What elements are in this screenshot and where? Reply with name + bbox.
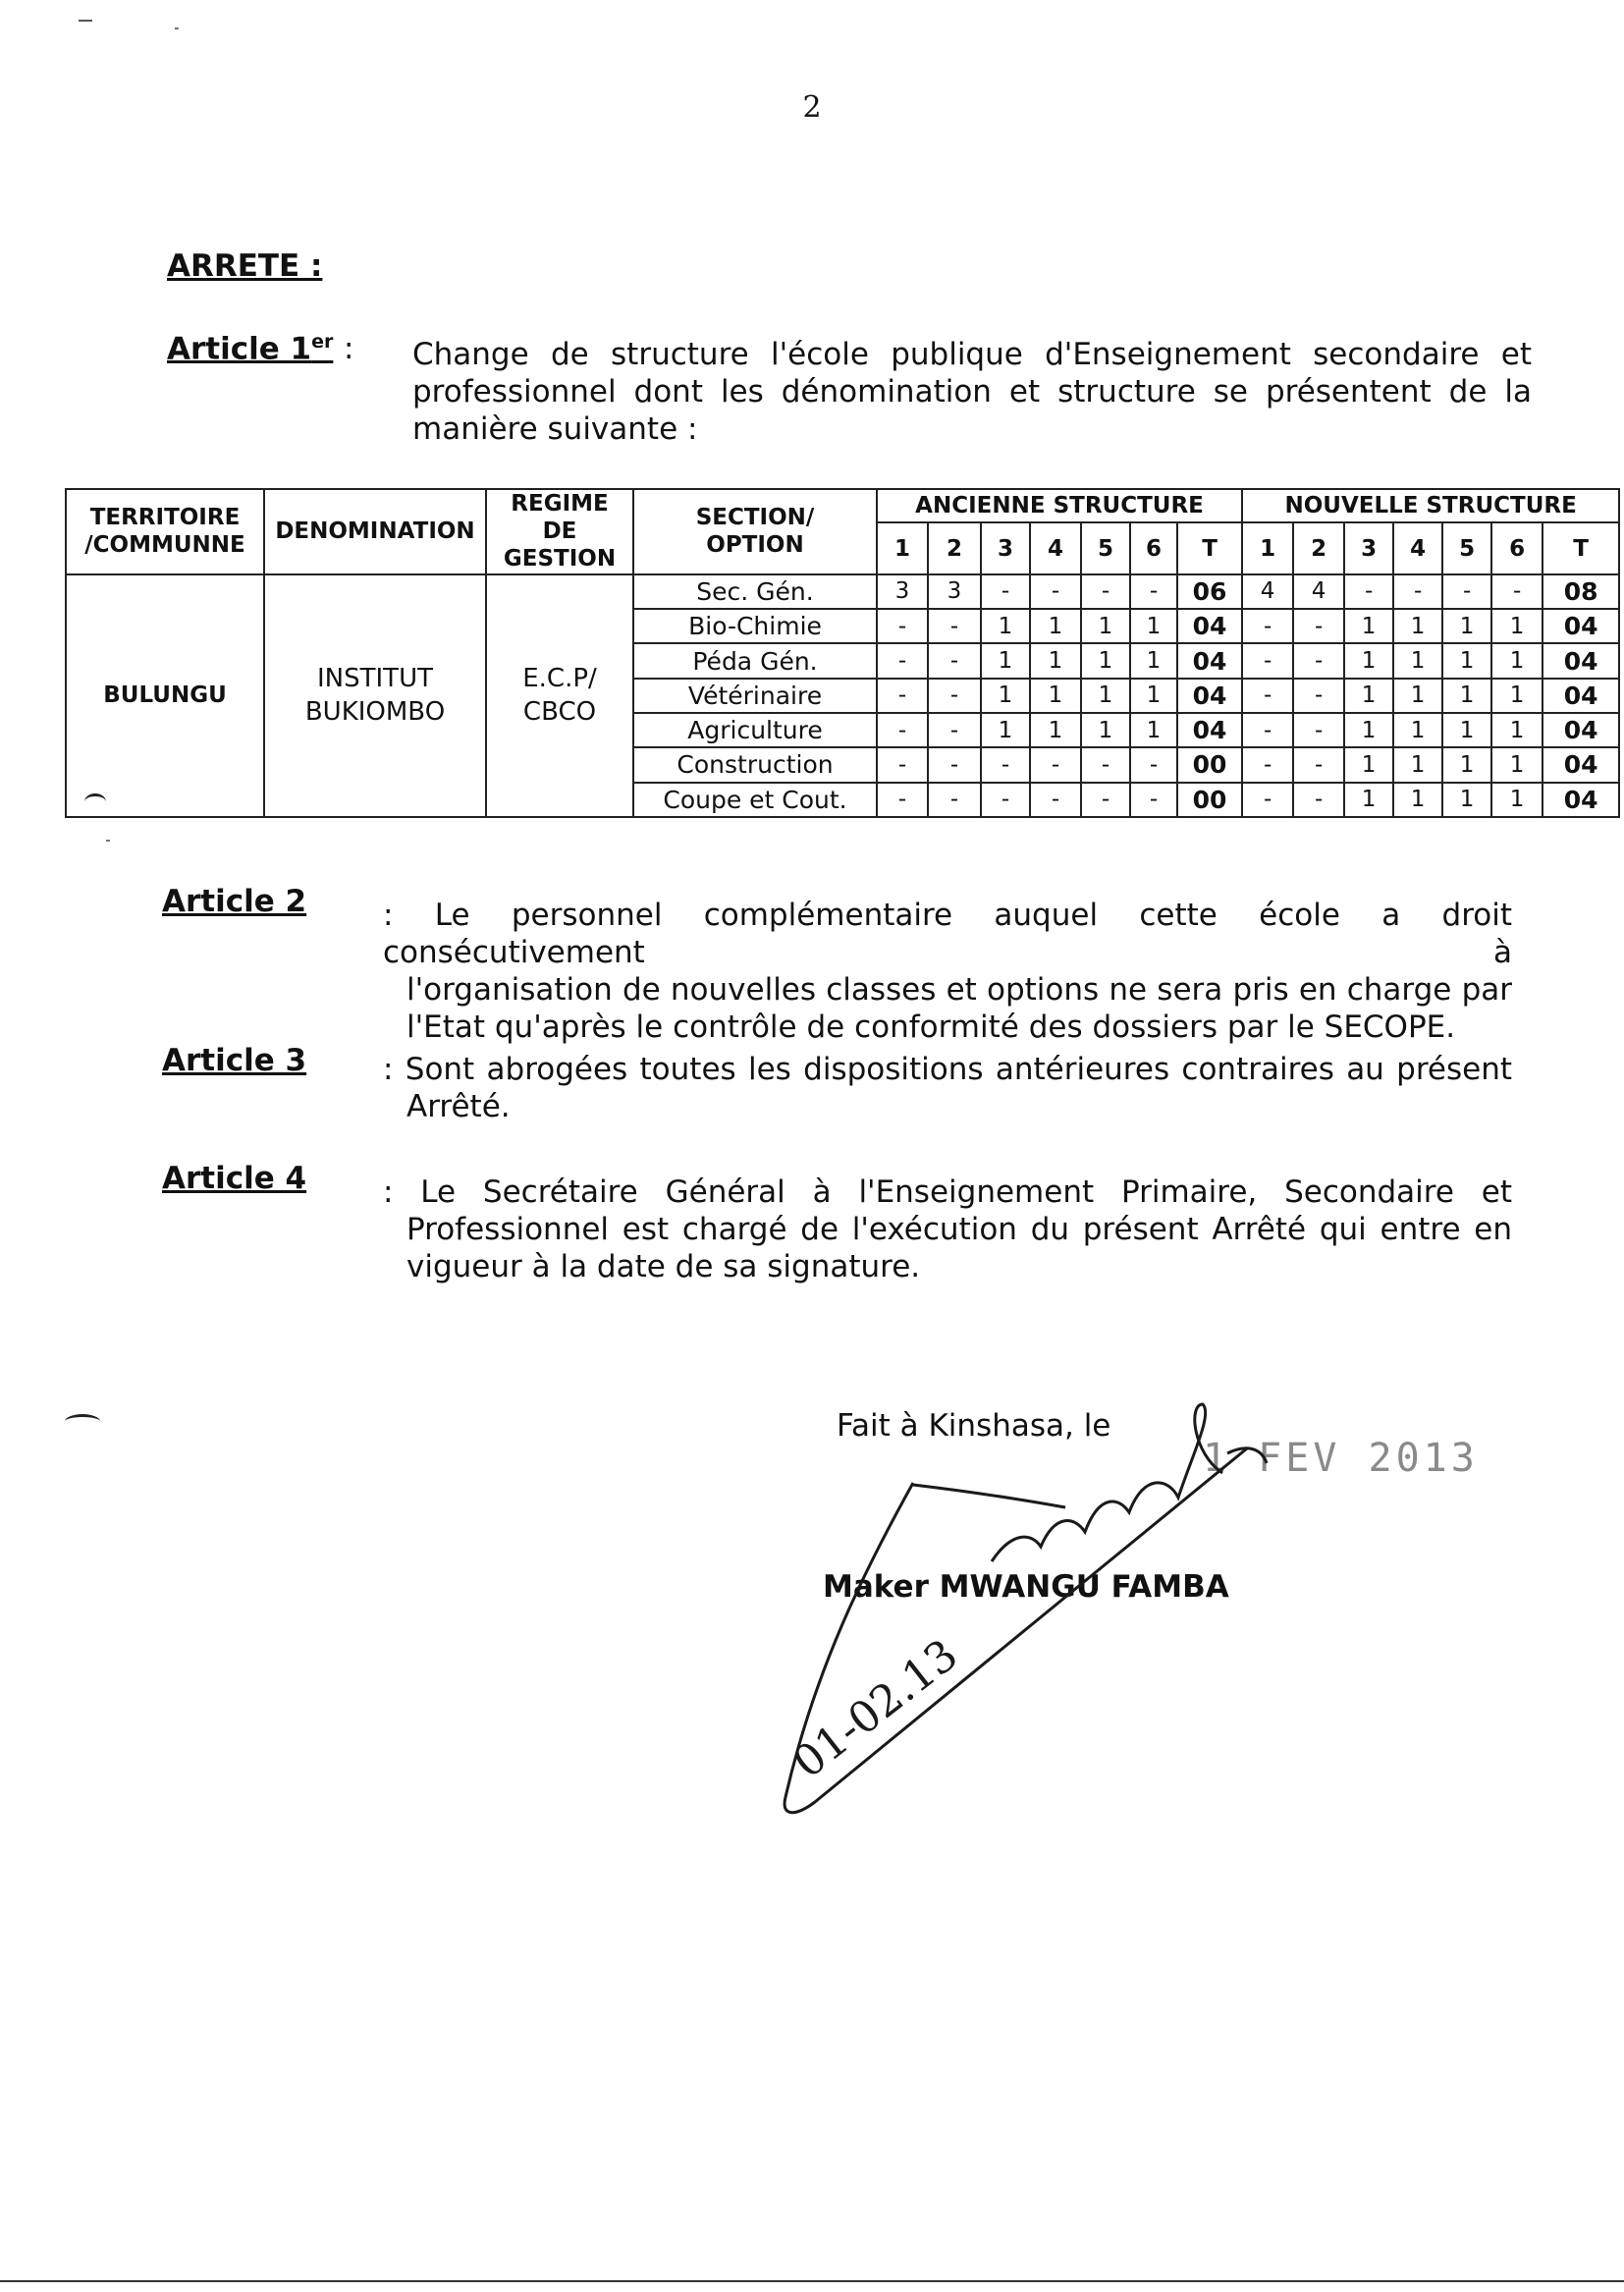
old-cell: - <box>1081 783 1130 817</box>
article-4-text: : Le Secrétaire Général à l'Enseignement Primaire, Secondaire et Professionnel est chargé de l'exécution du présent Arrêté qui entre en vigueur à la date de sa signature. <box>383 1174 1512 1284</box>
old-cell: - <box>928 609 981 643</box>
old-cell: - <box>1081 747 1130 782</box>
old-cell: 3 <box>928 574 981 609</box>
old-cell: - <box>928 747 981 782</box>
header-new-year-1: 1 <box>1242 522 1293 573</box>
new-cell: - <box>1293 609 1344 643</box>
old-cell: 1 <box>1130 713 1177 747</box>
old-cell: - <box>928 643 981 678</box>
new-cell: - <box>1293 643 1344 678</box>
new-cell: 1 <box>1442 643 1491 678</box>
new-cell: 1 <box>1393 783 1442 817</box>
new-cell: - <box>1293 783 1344 817</box>
new-cell: - <box>1242 783 1293 817</box>
new-cell: 1 <box>1442 713 1491 747</box>
old-cell: - <box>877 679 928 713</box>
header-old-total: T <box>1177 522 1242 573</box>
new-cell: 1 <box>1491 609 1543 643</box>
old-cell: - <box>1130 747 1177 782</box>
scan-speck <box>84 793 106 810</box>
handwritten-date: 01-02.13 <box>784 1629 968 1788</box>
header-territoire: TERRITOIRE /COMMUNNE <box>66 489 264 574</box>
old-cell: - <box>877 643 928 678</box>
new-total-cell: 04 <box>1543 679 1619 713</box>
old-cell: 1 <box>1081 713 1130 747</box>
old-cell: 1 <box>981 609 1030 643</box>
new-total-cell: 04 <box>1543 713 1619 747</box>
new-cell: - <box>1393 574 1442 609</box>
header-ancienne-structure: ANCIENNE STRUCTURE <box>877 489 1242 522</box>
article-1-text: Change de structure l'école publique d'Enseignement secondaire et professionnel dont les dénomination et structure se présentent de la manière suivante : <box>412 337 1532 447</box>
header-new-year-2: 2 <box>1293 522 1344 573</box>
option-cell: Péda Gén. <box>633 643 877 678</box>
new-total-cell: 04 <box>1543 783 1619 817</box>
old-cell: 1 <box>981 643 1030 678</box>
new-cell: 1 <box>1344 713 1393 747</box>
old-total-cell: 04 <box>1177 643 1242 678</box>
new-cell: 1 <box>1393 643 1442 678</box>
header-old-year-4: 4 <box>1030 522 1081 573</box>
new-cell: 1 <box>1491 713 1543 747</box>
header-new-total: T <box>1543 522 1619 573</box>
option-cell: Construction <box>633 747 877 782</box>
new-cell: - <box>1344 574 1393 609</box>
territoire-cell: BULUNGU <box>66 574 264 817</box>
new-cell: 1 <box>1442 609 1491 643</box>
old-cell: 1 <box>1030 713 1081 747</box>
new-cell: 1 <box>1344 679 1393 713</box>
old-cell: 1 <box>1081 609 1130 643</box>
new-cell: 1 <box>1442 747 1491 782</box>
header-new-year-4: 4 <box>1393 522 1442 573</box>
old-cell: - <box>928 713 981 747</box>
old-cell: 1 <box>1030 609 1081 643</box>
new-cell: - <box>1242 713 1293 747</box>
new-total-cell: 04 <box>1543 747 1619 782</box>
header-new-year-6: 6 <box>1491 522 1543 573</box>
old-cell: 1 <box>1081 643 1130 678</box>
old-cell: - <box>981 747 1030 782</box>
fait-a-kinshasa: Fait à Kinshasa, le <box>837 1408 1111 1444</box>
old-cell: 1 <box>981 679 1030 713</box>
signer-name: Maker MWANGU FAMBA <box>823 1569 1229 1605</box>
new-total-cell: 08 <box>1543 574 1619 609</box>
date-stamp: 1 FEV 2013 <box>1203 1436 1479 1481</box>
old-total-cell: 04 <box>1177 679 1242 713</box>
new-cell: 1 <box>1344 747 1393 782</box>
article-2-label: Article 2 <box>162 884 307 919</box>
old-cell: 1 <box>1130 609 1177 643</box>
new-cell: 1 <box>1393 713 1442 747</box>
page-number: 2 <box>802 90 822 125</box>
new-cell: - <box>1293 713 1344 747</box>
new-cell: - <box>1242 643 1293 678</box>
old-cell: - <box>928 783 981 817</box>
new-cell: 1 <box>1442 783 1491 817</box>
new-cell: 1 <box>1393 747 1442 782</box>
denomination-cell: INSTITUT BUKIOMBO <box>264 574 486 817</box>
scan-speck <box>175 27 179 29</box>
option-cell: Coupe et Cout. <box>633 783 877 817</box>
old-total-cell: 00 <box>1177 783 1242 817</box>
option-cell: Agriculture <box>633 713 877 747</box>
new-cell: 4 <box>1242 574 1293 609</box>
old-cell: - <box>877 747 928 782</box>
old-cell: 1 <box>1030 643 1081 678</box>
old-cell: - <box>877 713 928 747</box>
new-cell: 1 <box>1491 747 1543 782</box>
article-3-text: : Sont abrogées toutes les dispositions antérieures contraires au présent Arrêté. <box>383 1052 1512 1124</box>
new-cell: - <box>1293 747 1344 782</box>
new-cell: - <box>1491 574 1543 609</box>
new-cell: 1 <box>1393 679 1442 713</box>
scan-speck <box>106 840 110 842</box>
regime-cell: E.C.P/ CBCO <box>486 574 633 817</box>
header-section-option: SECTION/ OPTION <box>633 489 877 574</box>
scan-speck <box>65 1414 100 1429</box>
old-total-cell: 00 <box>1177 747 1242 782</box>
article-2-text: : Le personnel complémentaire auquel cette école a droit consécutivement à l'organisation de nouvelles classes et options ne sera pris en charge par l'Etat qu'après le contrôle de conformité des dossiers par le SECOPE. <box>383 898 1512 1045</box>
old-cell: - <box>1130 574 1177 609</box>
old-cell: - <box>1030 783 1081 817</box>
old-cell: - <box>1030 747 1081 782</box>
new-cell: 1 <box>1393 609 1442 643</box>
header-new-year-5: 5 <box>1442 522 1491 573</box>
header-nouvelle-structure: NOUVELLE STRUCTURE <box>1242 489 1619 522</box>
old-cell: - <box>981 783 1030 817</box>
old-cell: - <box>1081 574 1130 609</box>
old-cell: - <box>1030 574 1081 609</box>
header-new-year-3: 3 <box>1344 522 1393 573</box>
old-total-cell: 04 <box>1177 713 1242 747</box>
new-cell: 1 <box>1442 679 1491 713</box>
header-old-year-3: 3 <box>981 522 1030 573</box>
old-cell: - <box>877 609 928 643</box>
old-cell: 1 <box>1030 679 1081 713</box>
new-cell: 1 <box>1491 783 1543 817</box>
old-cell: 1 <box>1130 643 1177 678</box>
old-cell: - <box>928 679 981 713</box>
old-total-cell: 04 <box>1177 609 1242 643</box>
header-old-year-1: 1 <box>877 522 928 573</box>
old-cell: - <box>1130 783 1177 817</box>
new-cell: - <box>1293 679 1344 713</box>
article-4-label: Article 4 <box>162 1161 307 1196</box>
new-cell: 1 <box>1344 609 1393 643</box>
header-old-year-5: 5 <box>1081 522 1130 573</box>
scan-speck <box>79 20 92 22</box>
new-total-cell: 04 <box>1543 609 1619 643</box>
new-cell: 1 <box>1491 679 1543 713</box>
old-total-cell: 06 <box>1177 574 1242 609</box>
new-cell: 4 <box>1293 574 1344 609</box>
option-cell: Vétérinaire <box>633 679 877 713</box>
new-cell: 1 <box>1344 783 1393 817</box>
new-cell: 1 <box>1491 643 1543 678</box>
new-cell: - <box>1442 574 1491 609</box>
header-regime: REGIME DE GESTION <box>486 489 633 574</box>
new-cell: 1 <box>1344 643 1393 678</box>
old-cell: - <box>877 783 928 817</box>
new-cell: - <box>1242 747 1293 782</box>
article-3-label: Article 3 <box>162 1043 307 1078</box>
old-cell: 3 <box>877 574 928 609</box>
header-old-year-6: 6 <box>1130 522 1177 573</box>
scan-edge-line <box>0 2280 1624 2282</box>
old-cell: 1 <box>1130 679 1177 713</box>
article-1-label: Article 1er <box>167 331 334 367</box>
old-cell: - <box>981 574 1030 609</box>
arrete-heading: ARRETE : <box>167 248 323 284</box>
header-old-year-2: 2 <box>928 522 981 573</box>
header-denomination: DENOMINATION <box>264 489 486 574</box>
article-1-colon: : <box>344 331 354 366</box>
new-cell: - <box>1242 679 1293 713</box>
old-cell: 1 <box>1081 679 1130 713</box>
old-cell: 1 <box>981 713 1030 747</box>
new-total-cell: 04 <box>1543 643 1619 678</box>
new-cell: - <box>1242 609 1293 643</box>
option-cell: Sec. Gén. <box>633 574 877 609</box>
option-cell: Bio-Chimie <box>633 609 877 643</box>
